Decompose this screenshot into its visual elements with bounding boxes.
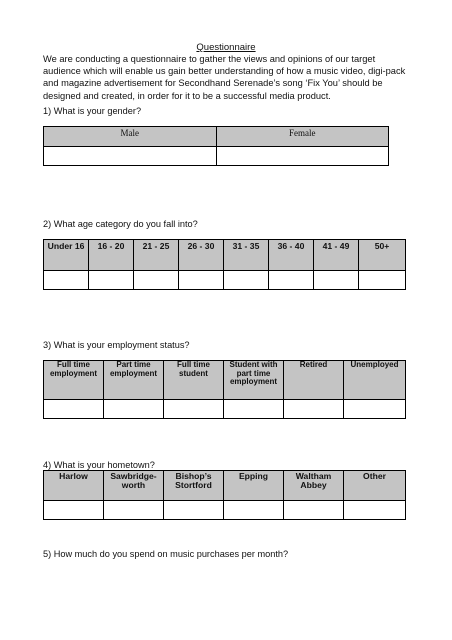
answer-cell[interactable]: [179, 271, 224, 290]
age-table: [43, 239, 406, 290]
employment-header: Unemployed: [344, 361, 406, 400]
employment-header: Full time student: [164, 361, 224, 400]
answer-cell[interactable]: [164, 501, 224, 520]
answer-cell[interactable]: [44, 271, 89, 290]
answer-cell[interactable]: [314, 271, 359, 290]
age-header: 36 - 40: [269, 240, 314, 271]
answer-cell[interactable]: [89, 271, 134, 290]
intro-paragraph: We are conducting a questionnaire to gather the views and opinions of our target audience which will enable us gain better understanding of how a music video, digi-pack and magazine advertisement for Secondhand Serenade’s song ‘Fix You’ should be designed and created, in order for it to be a successful media product.: [43, 54, 406, 101]
answer-cell[interactable]: [224, 400, 284, 419]
hometown-table: [43, 470, 406, 520]
answer-cell[interactable]: [216, 147, 389, 166]
hometown-header: Epping: [224, 471, 284, 501]
hometown-header: Other: [344, 471, 406, 501]
age-header: 16 - 20: [89, 240, 134, 271]
age-header: 41 - 49: [314, 240, 359, 271]
answer-cell[interactable]: [269, 271, 314, 290]
age-header: 31 - 35: [224, 240, 269, 271]
question-3: 3) What is your employment status?: [43, 340, 190, 350]
answer-cell[interactable]: [104, 400, 164, 419]
hometown-header: Waltham Abbey: [284, 471, 344, 501]
answer-cell[interactable]: [224, 501, 284, 520]
hometown-header: Bishop’s Stortford: [164, 471, 224, 501]
age-header: 26 - 30: [179, 240, 224, 271]
answer-cell[interactable]: [344, 400, 406, 419]
hometown-header: Harlow: [44, 471, 104, 501]
question-5: 5) How much do you spend on music purchases per month?: [43, 549, 289, 559]
gender-header-female: Female: [216, 127, 389, 147]
employment-header: Part time employment: [104, 361, 164, 400]
employment-header: Student with part time employment: [224, 361, 284, 400]
question-1: 1) What is your gender?: [43, 106, 142, 116]
answer-cell[interactable]: [164, 400, 224, 419]
answer-cell[interactable]: [134, 271, 179, 290]
page-title: Questionnaire: [196, 42, 256, 53]
answer-cell[interactable]: [44, 400, 104, 419]
age-header: Under 16: [44, 240, 89, 271]
hometown-header: Sawbridge-worth: [104, 471, 164, 501]
employment-table: [43, 360, 406, 419]
answer-cell[interactable]: [284, 400, 344, 419]
question-2: 2) What age category do you fall into?: [43, 219, 198, 229]
answer-cell[interactable]: [284, 501, 344, 520]
gender-header-male: Male: [44, 127, 217, 147]
employment-header: Retired: [284, 361, 344, 400]
answer-cell[interactable]: [224, 271, 269, 290]
age-header: 50+: [359, 240, 406, 271]
question-4: 4) What is your hometown?: [43, 460, 155, 470]
answer-cell[interactable]: [44, 147, 217, 166]
answer-cell[interactable]: [104, 501, 164, 520]
gender-table: [43, 126, 389, 166]
answer-cell[interactable]: [359, 271, 406, 290]
answer-cell[interactable]: [344, 501, 406, 520]
age-header: 21 - 25: [134, 240, 179, 271]
employment-header: Full time employment: [44, 361, 104, 400]
answer-cell[interactable]: [44, 501, 104, 520]
